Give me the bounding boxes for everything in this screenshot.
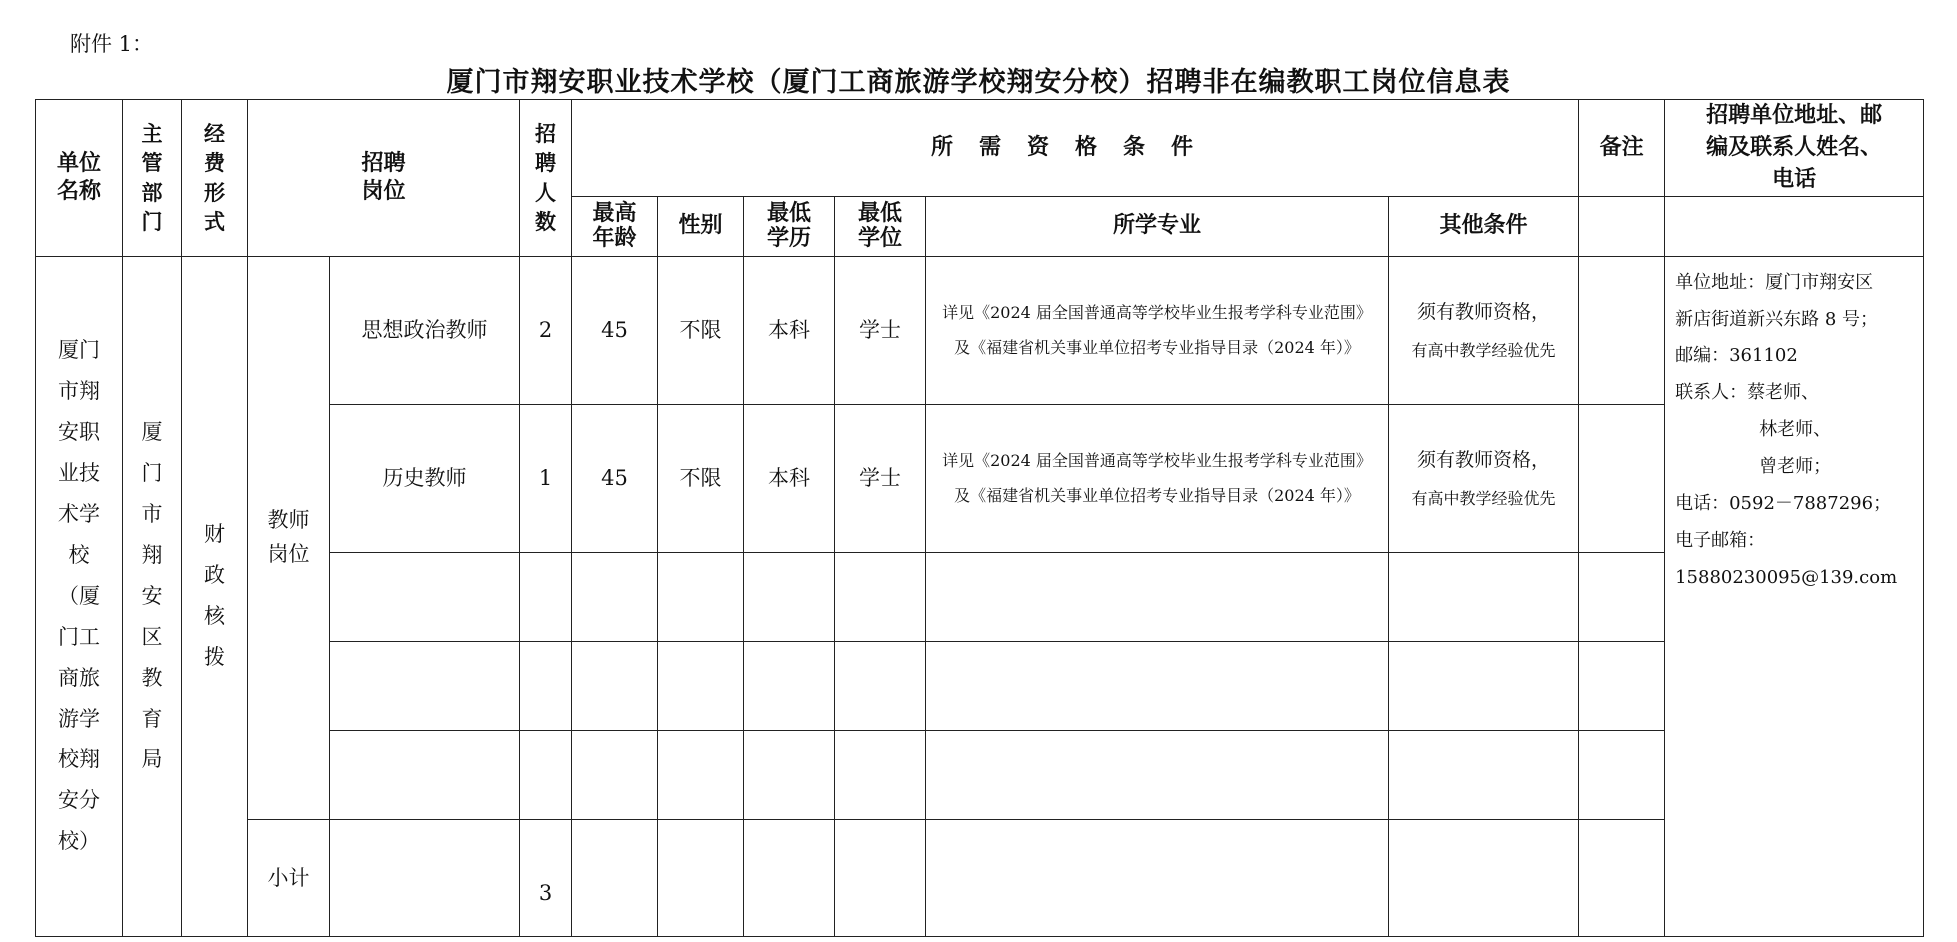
subtotal-count: 3 — [520, 819, 572, 936]
major-header: 所学专业 — [926, 196, 1389, 256]
post-gender: 不限 — [658, 256, 744, 404]
subtotal-row — [36, 819, 1924, 936]
post-other: 须有教师资格， 有高中教学经验优先 — [1389, 256, 1579, 404]
post-remark — [1579, 256, 1665, 404]
table-row — [36, 256, 1924, 404]
post-header: 招聘岗位 — [248, 100, 520, 257]
attachment-label: 附件 1： — [70, 32, 154, 56]
unit-header: 单位名称 — [36, 100, 123, 257]
post-edu: 本科 — [744, 404, 835, 552]
post-major: 详见《2024 届全国普通高等学校毕业生报考学科专业范围》 及《福建省机关事业单位招考专业指导目录（2024 年）》 — [926, 404, 1389, 552]
post-count: 2 — [520, 256, 572, 404]
post-name: 历史教师 — [330, 404, 520, 552]
post-major: 详见《2024 届全国普通高等学校毕业生报考学科专业范围》 及《福建省机关事业单位招考专业指导目录（2024 年）》 — [926, 256, 1389, 404]
remark-subheader — [1579, 196, 1665, 256]
post-degree: 学士 — [835, 404, 926, 552]
page-title: 厦门市翔安职业技术学校（厦门工商旅游学校翔安分校）招聘非在编教职工岗位信息表 — [446, 67, 1511, 98]
other-header: 其他条件 — [1389, 196, 1579, 256]
contact-info: 单位地址：厦门市翔安区 新店街道新兴东路 8 号； 邮编：361102 联系人：蔡老师、 林老师、 曾老师； 电话：0592－7887296； 电子邮箱： 15880230095@139.com — [1665, 256, 1924, 936]
post-remark — [1579, 404, 1665, 552]
post-count: 1 — [520, 404, 572, 552]
contact-subheader — [1665, 196, 1924, 256]
funding-type: 财政核拨 — [182, 256, 248, 936]
dept-header: 主管部门 — [123, 100, 182, 257]
post-age: 45 — [572, 404, 658, 552]
gender-header: 性别 — [658, 196, 744, 256]
age-header: 最高年龄 — [572, 196, 658, 256]
recruitment-table — [35, 99, 1924, 937]
count-header: 招聘人数 — [520, 100, 572, 257]
post-age: 45 — [572, 256, 658, 404]
post-category: 教师岗位 — [248, 256, 330, 819]
contact-header: 招聘单位地址、邮编及联系人姓名、电话 — [1665, 100, 1924, 197]
post-degree: 学士 — [835, 256, 926, 404]
post-edu: 本科 — [744, 256, 835, 404]
unit-name: 厦门市翔安职业技术学校（厦门工商旅游学校翔安分校） — [36, 256, 123, 936]
subtotal-label: 小计 — [248, 819, 330, 936]
funding-header: 经费形式 — [182, 100, 248, 257]
post-other: 须有教师资格， 有高中教学经验优先 — [1389, 404, 1579, 552]
dept-name: 厦门市翔安区教育局 — [123, 256, 182, 936]
degree-header: 最低学位 — [835, 196, 926, 256]
requirements-header: 所需资格条件 — [572, 100, 1579, 197]
edu-header: 最低学历 — [744, 196, 835, 256]
remark-header: 备注 — [1579, 100, 1665, 197]
subtotal-empty — [330, 819, 520, 936]
post-name: 思想政治教师 — [330, 256, 520, 404]
post-gender: 不限 — [658, 404, 744, 552]
